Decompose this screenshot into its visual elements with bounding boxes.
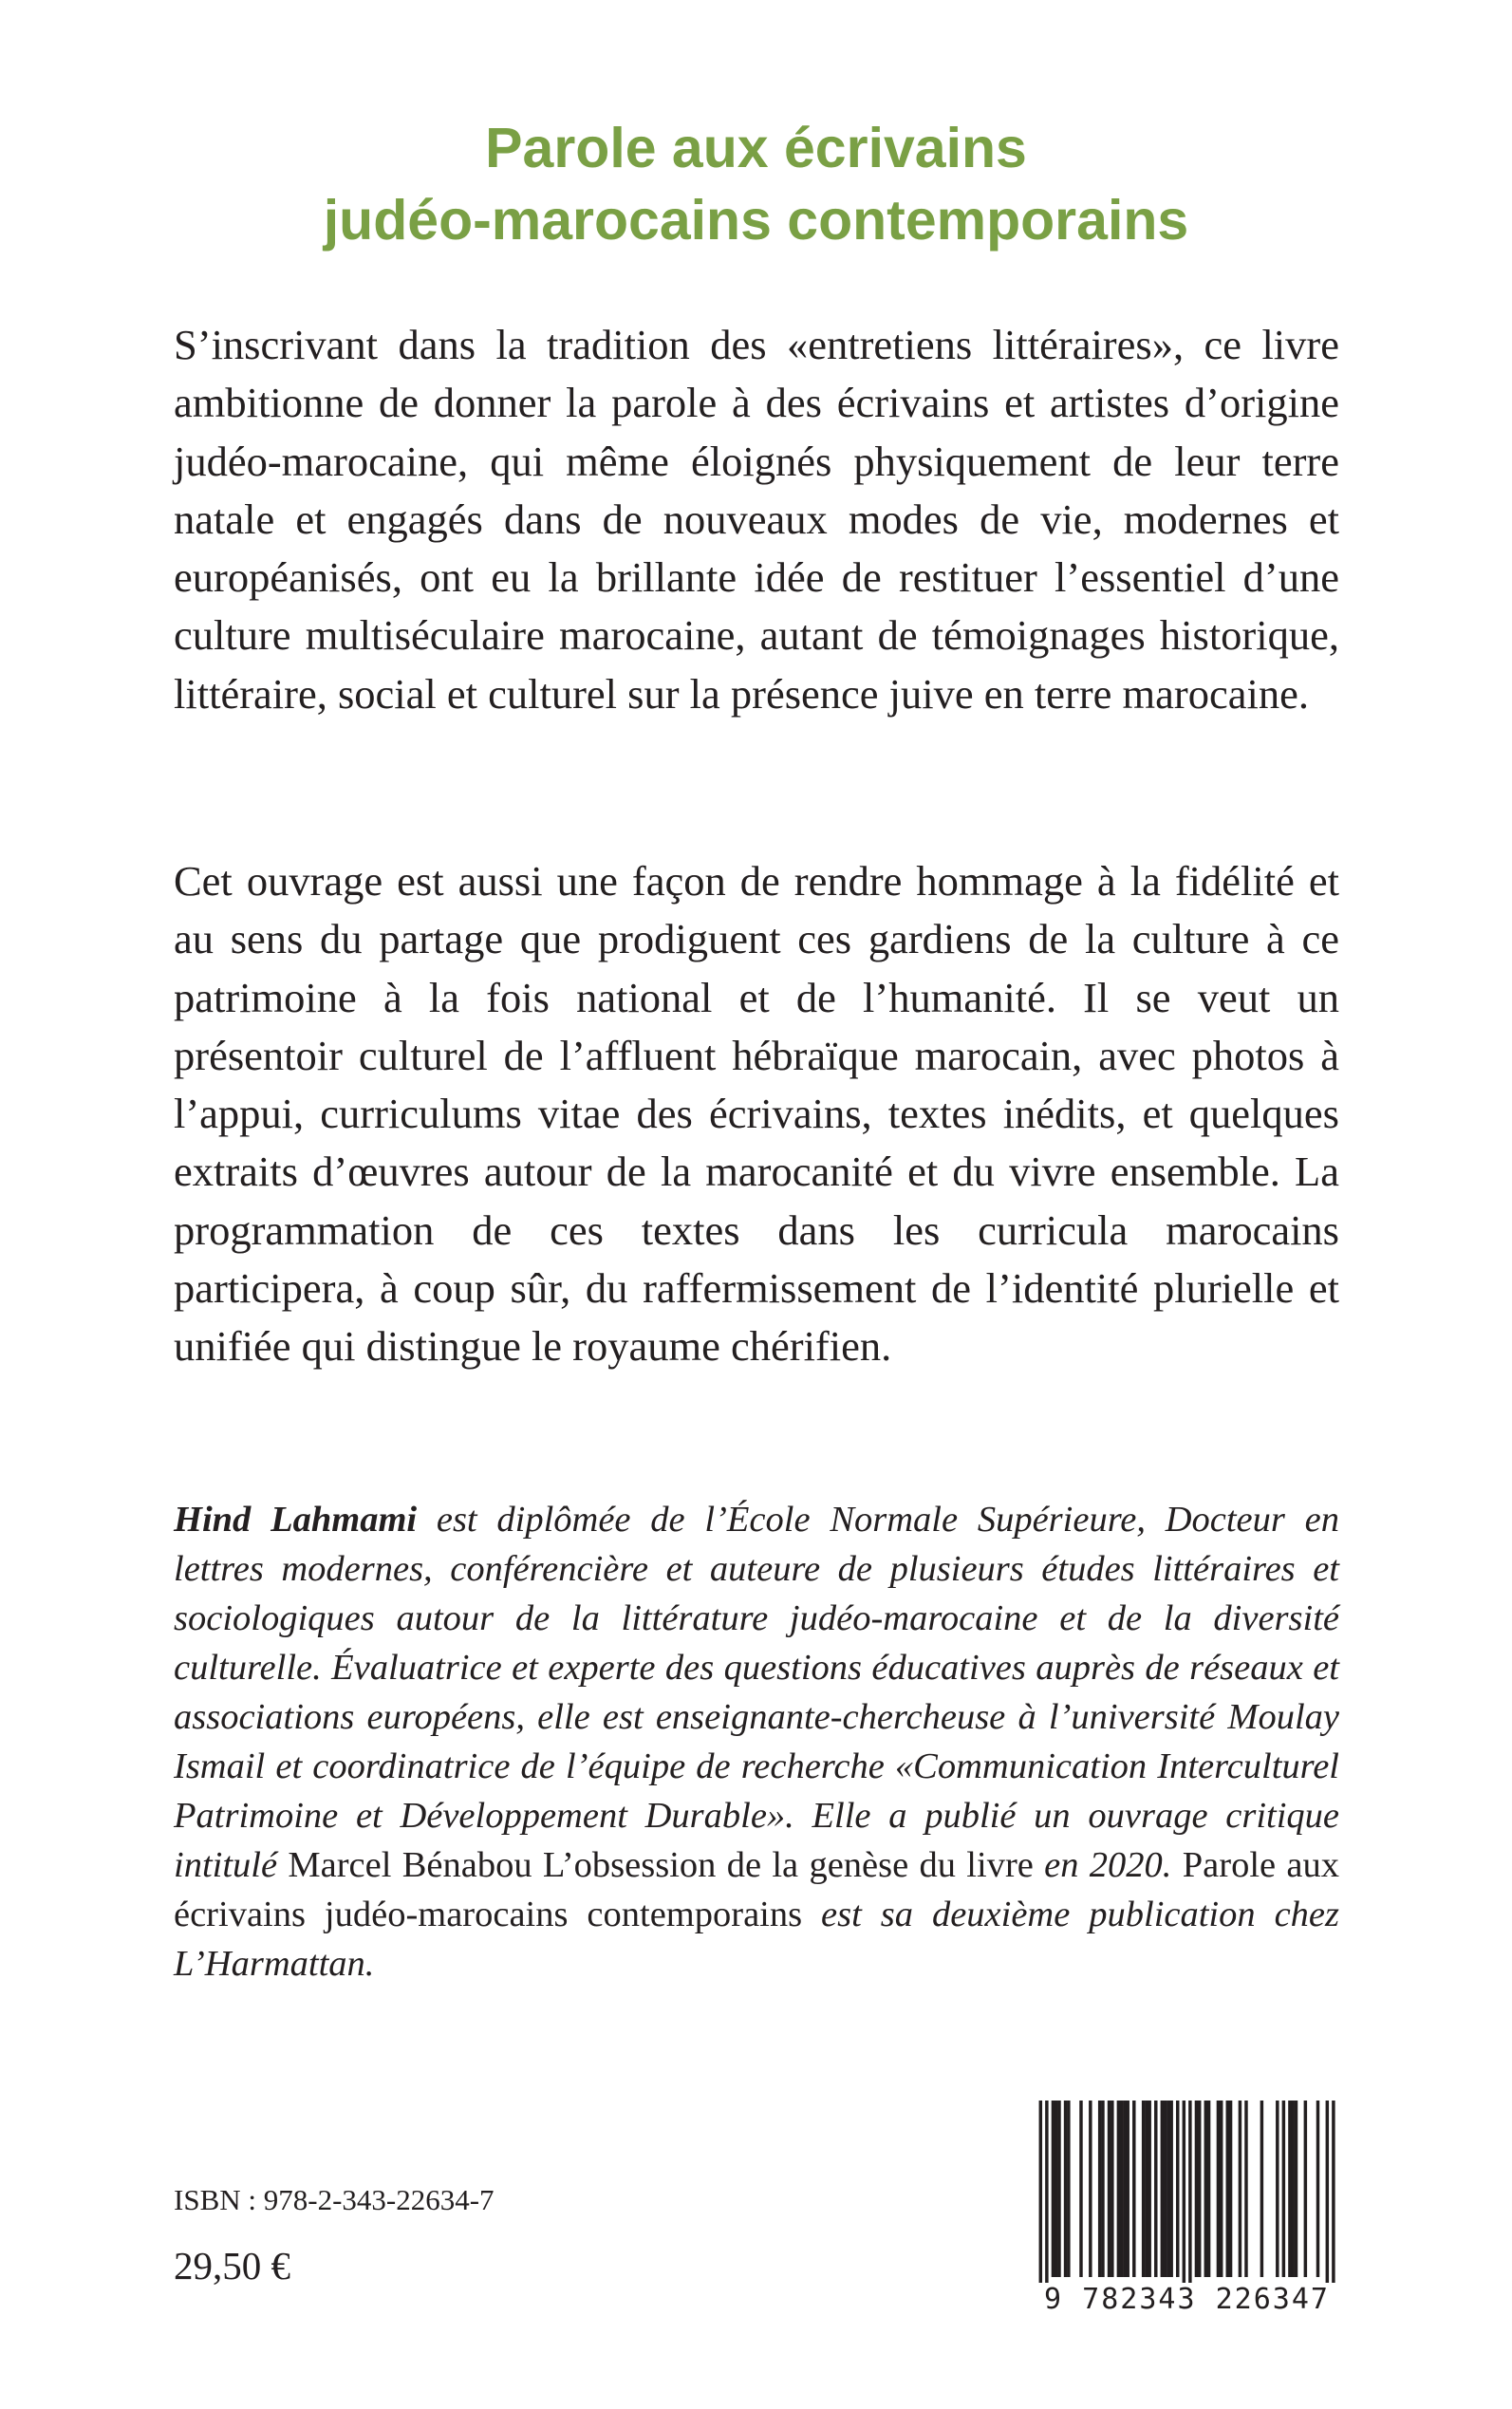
barcode-bar — [1108, 2101, 1111, 2277]
barcode-digits: 9 782343 226347 — [1033, 2283, 1341, 2317]
barcode-bar — [1291, 2101, 1294, 2277]
barcode-bar — [1207, 2101, 1210, 2277]
barcode-bar — [1316, 2101, 1319, 2277]
barcode-bars — [1033, 2101, 1341, 2287]
book-title — [0, 112, 1512, 256]
barcode-bar — [1164, 2101, 1167, 2277]
blurb-paragraph-2: Cet ouvrage est aussi une façon de rendre hommage à la fidélité et au sens du partage que prodiguent ces gardiens de la culture à ce patrimoine à la fois national et de l’humanité. Il se veut un présentoir culturel de l’affluent hébraïque marocain, avec photos à l’appui, curriculums vitae des écrivains, textes inédits, et quelques extraits d’œuvres autour de la marocanité et du vivre ensemble. La programmation de ces textes dans les curricula marocains participera, à coup sûr, du raffermissement de l’identité plurielle et unifiée qui distingue le royaume chérifien. — [174, 857, 1339, 1371]
barcode-bar — [1067, 2101, 1070, 2277]
barcode-bar — [1101, 2101, 1104, 2277]
blurb-paragraph-1: S’inscrivant dans la tradition des «entretiens littéraires», ce livre ambitionne de donner la parole à des écrivains et artistes d’origine judéo-marocaine, qui même éloignés physiquement de leur terre natale et engagés dans de nouveaux modes de vie, modernes et européanisés, ont eu la brillante idée de restituer l’essentiel d’une culture multiséculaire marocaine, autant de témoignages historique, littéraire, social et culturel sur la présence juive en terre marocaine. — [174, 321, 1339, 718]
barcode-bar — [1064, 2101, 1067, 2277]
barcode-bar — [1154, 2101, 1157, 2277]
barcode-bar — [1288, 2101, 1291, 2277]
title-line-2: judéo-marocains contemporains — [323, 189, 1189, 252]
barcode — [1033, 2101, 1341, 2325]
barcode-bar — [1055, 2101, 1057, 2277]
barcode-bar — [1183, 2101, 1185, 2287]
title-line-1: Parole aux écrivains — [485, 117, 1027, 179]
barcode-bar — [1126, 2101, 1129, 2277]
isbn-label: ISBN : 978-2-343-22634-7 — [174, 2183, 495, 2216]
author-name: Hind Lahmami — [174, 1500, 418, 1540]
author-bio — [174, 1495, 1339, 1989]
barcode-bar — [1132, 2101, 1135, 2277]
barcode-bar — [1167, 2101, 1169, 2277]
barcode-bar — [1295, 2101, 1297, 2277]
barcode-bar — [1198, 2101, 1201, 2277]
barcode-bar — [1239, 2101, 1241, 2277]
bio-book-title-1: Marcel Bénabou L’obsession de la genèse du livre — [288, 1845, 1034, 1885]
barcode-bar — [1260, 2101, 1263, 2277]
barcode-bar — [1204, 2101, 1207, 2277]
barcode-bar — [1282, 2101, 1285, 2277]
barcode-bar — [1117, 2101, 1120, 2277]
barcode-bar — [1304, 2101, 1307, 2277]
barcode-bar — [1229, 2101, 1232, 2277]
barcode-bar — [1195, 2101, 1198, 2277]
barcode-bar — [1039, 2101, 1042, 2287]
barcode-bar — [1142, 2101, 1145, 2277]
barcode-bar — [1244, 2101, 1247, 2277]
barcode-bar — [1098, 2101, 1101, 2277]
barcode-bar — [1089, 2101, 1092, 2277]
barcode-bar — [1052, 2101, 1055, 2277]
barcode-bar — [1145, 2101, 1148, 2277]
barcode-bar — [1176, 2101, 1179, 2277]
barcode-bar — [1169, 2101, 1172, 2277]
barcode-bar — [1217, 2101, 1220, 2277]
bio-text-2: en 2020. — [1033, 1845, 1183, 1885]
barcode-bar — [1226, 2101, 1229, 2277]
barcode-bar — [1188, 2101, 1191, 2287]
barcode-bar — [1057, 2101, 1060, 2277]
barcode-bar — [1332, 2101, 1335, 2287]
barcode-bar — [1079, 2101, 1082, 2277]
barcode-bar — [1123, 2101, 1126, 2277]
bio-text-1: est diplômée de l’École Normale Supérieure, Docteur en lettres modernes, conférencière et auteure de plusieurs études littéraires et sociologiques autour de la littérature judéo-marocaine et de la diversité culturelle. Évaluatrice et experte des questions éducatives auprès de réseaux et associations européens, elle est enseignante-chercheuse à l’université Moulay Ismail et coordinatrice de l’équipe de recherche «Communication Interculturel Patrimoine et Développement Durable». Elle a publié un ouvrage critique intitulé — [174, 1500, 1339, 1885]
barcode-bar — [1326, 2101, 1329, 2287]
bio-text-3: est sa deuxième publication chez L’Harmattan. — [174, 1895, 1339, 1984]
barcode-bar — [1148, 2101, 1150, 2277]
barcode-bar — [1045, 2101, 1048, 2287]
barcode-bar — [1276, 2101, 1279, 2277]
barcode-bar — [1161, 2101, 1164, 2277]
bio-book-title-2: Parole aux écrivains judéo-marocains contemporains — [174, 1845, 1339, 1934]
price-label: 29,50 € — [174, 2244, 290, 2288]
barcode-bar — [1120, 2101, 1123, 2277]
barcode-bar — [1111, 2101, 1113, 2277]
barcode-bar — [1220, 2101, 1223, 2277]
